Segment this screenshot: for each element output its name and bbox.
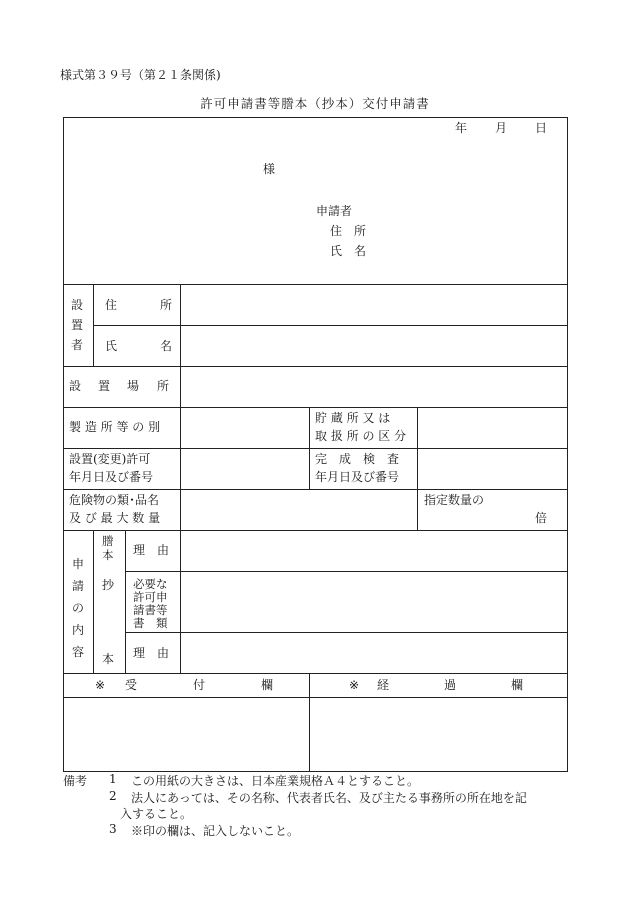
location-char: 置 (98, 379, 111, 393)
receipt-header-char: 付 (193, 678, 206, 692)
application-char: 請 (72, 579, 85, 593)
required-docs-label-line4: 書 類 (133, 616, 168, 630)
inspection-label-line1: 完 成 検 査 (315, 452, 400, 466)
application-char: の (72, 601, 85, 615)
location-char: 設 (69, 379, 82, 393)
remark-2-line2: 入すること。 (120, 807, 193, 821)
remark-2-line1: 法人にあっては、その名称、代表者氏名、及び主たる事務所の所在地を記 (131, 791, 527, 805)
receipt-area (64, 698, 309, 771)
date-month: 月 (495, 121, 508, 135)
permit-date-label-line1: 設置(変更)許可 (69, 452, 151, 466)
rule (125, 530, 126, 673)
addressee-suffix: 様 (263, 162, 276, 176)
designated-quantity-label: 指定数量の (424, 493, 485, 507)
applicant-address-label: 住 所 (330, 224, 367, 238)
hazard-label-line2: 及 び 最 大 数 量 (69, 511, 161, 525)
remark-number: 3 (109, 822, 117, 836)
rule (93, 284, 94, 366)
permit-date-field[interactable] (181, 449, 309, 489)
border-top (63, 117, 568, 118)
remark-1: この用紙の大きさは、日本産業規格Ａ４とすること。 (131, 774, 420, 788)
facility-type-label: 製 造 所 等 の 別 (69, 420, 161, 434)
hazard-field[interactable] (181, 490, 417, 530)
progress-header-char: 経 (377, 678, 390, 692)
required-docs-field[interactable] (181, 572, 567, 632)
extract-reason-field[interactable] (181, 633, 567, 673)
installer-char: 置 (71, 318, 84, 332)
installer-address-label: 住 (105, 298, 118, 312)
applicant-name-label: 氏 名 (330, 244, 367, 258)
remarks-label: 備考 (63, 774, 88, 788)
receipt-header-char: ※ (95, 678, 106, 692)
installer-name-label: 氏 (105, 339, 118, 353)
extract-reason-label: 理 由 (133, 646, 170, 660)
designated-quantity-field[interactable] (418, 507, 528, 527)
progress-header-char: 欄 (511, 678, 524, 692)
progress-area (310, 698, 567, 771)
hazard-label-line1: 危険物の類･品名 (69, 493, 160, 507)
inspection-label-line2: 年月日及び番号 (315, 470, 400, 484)
date-year: 年 (455, 121, 468, 135)
remark-number: 2 (109, 789, 117, 803)
location-field[interactable] (181, 367, 567, 407)
required-docs-label-line3: 請書等 (133, 603, 168, 617)
application-form-table (63, 117, 568, 772)
progress-header-char: ※ (349, 678, 360, 692)
required-docs-label-line1: 必要な (133, 577, 168, 591)
facility-type-field[interactable] (181, 408, 309, 448)
full-copy-label-line2: 本 (102, 548, 114, 562)
extract-label-bottom: 本 (102, 652, 115, 666)
times-label: 倍 (535, 511, 548, 525)
installer-char: 設 (71, 298, 84, 312)
installer-address-label-2: 所 (160, 298, 173, 312)
installer-address-field[interactable] (181, 285, 567, 325)
application-char: 申 (72, 557, 85, 571)
required-docs-label-line2: 許可申 (133, 590, 168, 604)
location-char: 所 (157, 379, 170, 393)
installer-name-label-2: 名 (160, 339, 173, 353)
applicant-address-value[interactable] (378, 215, 563, 229)
full-copy-label-line1: 謄 (102, 534, 114, 548)
storage-division-label-line1: 貯 蔵 所 又 は (315, 411, 391, 425)
date-day: 日 (535, 121, 548, 135)
application-char: 内 (72, 623, 85, 637)
rule (309, 407, 310, 489)
extract-label-top: 抄 (102, 578, 115, 592)
progress-header-char: 過 (444, 678, 457, 692)
location-char: 場 (127, 379, 140, 393)
remark-number: 1 (109, 772, 117, 786)
rule (63, 673, 568, 674)
installer-char: 者 (71, 338, 84, 352)
applicant-name-value[interactable] (378, 236, 563, 250)
form-number: 様式第３９号（第２１条関係) (60, 68, 221, 82)
application-char: 容 (72, 645, 85, 659)
full-copy-reason-label: 理 由 (133, 543, 170, 557)
storage-division-field[interactable] (418, 408, 567, 448)
storage-division-label-line2: 取 扱 所 の 区 分 (315, 429, 407, 443)
full-copy-reason-field[interactable] (181, 531, 567, 571)
document-title: 許可申請書等謄本（抄本）交付申請書 (200, 96, 430, 111)
receipt-header-char: 受 (125, 678, 138, 692)
permit-date-label-line2: 年月日及び番号 (69, 470, 154, 484)
rule (93, 530, 94, 673)
remark-3: ※印の欄は、記入しないこと。 (131, 824, 300, 838)
installer-name-field[interactable] (181, 326, 567, 366)
applicant-label: 申請者 (316, 204, 353, 218)
receipt-header-char: 欄 (261, 678, 274, 692)
inspection-date-field[interactable] (418, 449, 567, 489)
